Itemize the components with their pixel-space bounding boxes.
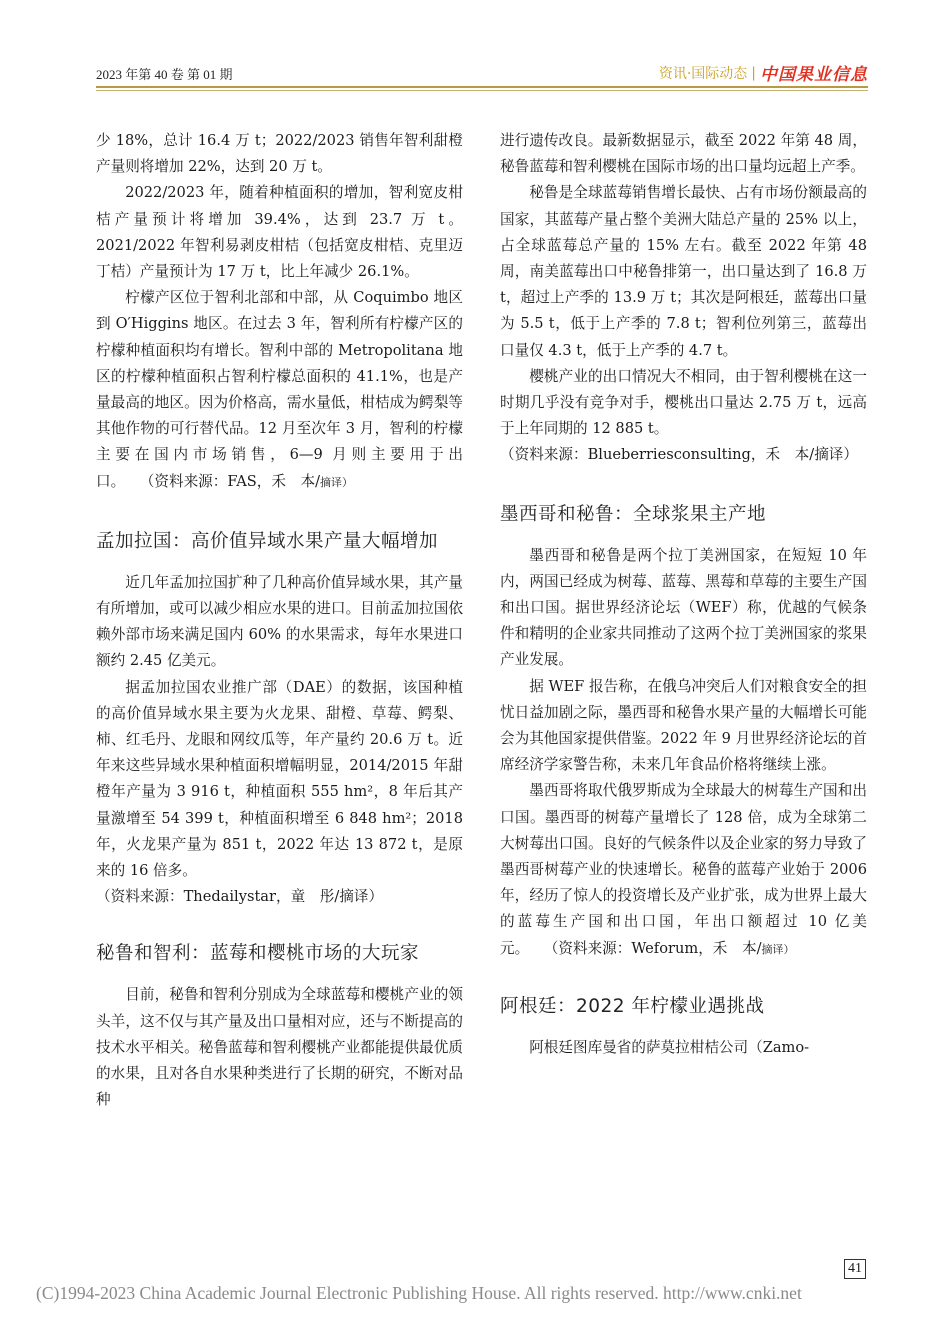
header-right — [659, 60, 868, 85]
header-rule-thin — [96, 90, 868, 91]
page-number: 41 — [844, 1259, 866, 1279]
paragraph: 樱桃产业的出口情况大不相同，由于智利樱桃在这一时期几乎没有竞争对手，樱桃出口量达 2.75 万 t，远高于上年同期的 12 885 t。 — [500, 367, 867, 438]
journal-issue: 2023 年第 40 卷 第 01 期 — [96, 67, 233, 82]
paragraph: 目前，秘鲁和智利分别成为全球蓝莓和樱桃产业的领头羊，这不仅与其产量及出口量相对应，还与不断提高的技术水平相关。秘鲁蓝莓和智利樱桃产业都能提供最优质的水果，且对各自水果种类进行了长期的研究，不断对品种 — [96, 986, 463, 1109]
translator-note: 摘译） — [339, 888, 384, 906]
copyright-watermark: (C)1994-2023 China Academic Journal Electronic Publishing House. All rights reserved. http://www.cnki.net — [36, 1283, 802, 1303]
header-separator: | — [751, 64, 756, 81]
source-note — [522, 940, 795, 957]
paragraph: 秘鲁是全球蓝莓销售增长最快、占有市场份额最高的国家，其蓝莓产量占整个美洲大陆总产量的 25% 以上，占全球蓝莓总产量的 15% 左右。截至 2022 年第 48 周，南美蓝莓出口中秘鲁排第一，出口量达到了 16.8 万 t，超过上产季的 13.9 万 t；其次是阿根廷，蓝莓出口量为 5.5 t，低于上产季的 7.8 t；智利位列第三，蓝莓出口量仅 4.3 t，低于上产季的 4.7 t。 — [500, 184, 867, 359]
source-text: （资料来源：Weforum，禾 本/ — [551, 939, 762, 957]
paragraph: 阿根廷图库曼省的萨莫拉柑桔公司（Zamo- — [529, 1038, 810, 1056]
source-text: （资料来源：Blueberriesconsulting，禾 本/ — [500, 446, 815, 464]
section-title-bangladesh: 孟加拉国：高价值异域水果产量大幅增加 — [96, 530, 439, 552]
left-column — [96, 128, 463, 1114]
section-title-argentina: 阿根廷：2022 年柠檬业遇挑战 — [500, 995, 765, 1017]
section-title-peru-chile: 秘鲁和智利：蓝莓和樱桃市场的大玩家 — [96, 943, 420, 965]
paragraph-text: 柠檬产区位于智利北部和中部，从 Coquimbo 地区到 O′Higgins 地区。在过去 3 年，智利所有柠檬产区的柠檬种植面积均有增长。智利中部的 Metropolitana 地区的柠檬种植面积占智利柠檬总面积的 41.1%，也是产量最高的地区。因为价格高，需水量低，柑桔成为鳄梨等其他作物的可行替代品。12 月至次年 3 月，智利的柠檬主要在国内市场销售，6—9 月则主要用于出口。 — [96, 289, 463, 490]
paragraph: 据 WEF 报告称，在俄乌冲突后人们对粮食安全的担忧日益加剧之际，墨西哥和秘鲁水果产量的大幅增长可能会为其他国家提供借鉴。2022 年 9 月世界经济论坛的首席经济学家警告称，未来几年食品价格将继续上涨。 — [500, 677, 867, 774]
section-title-mexico-peru: 墨西哥和秘鲁：全球浆果主产地 — [500, 503, 767, 525]
paragraph: 墨西哥和秘鲁是两个拉丁美洲国家，在短短 10 年内，两国已经成为树莓、蓝莓、黑莓和草莓的主要生产国和出口国。据世界经济论坛（WEF）称，优越的气候条件和精明的企业家共同推动了这两个拉丁美洲国家的浆果产业发展。 — [500, 546, 867, 669]
source-text: （资料来源：Thedailystar，童 彤/ — [96, 888, 340, 906]
source-note — [96, 884, 463, 910]
paragraph — [500, 778, 867, 962]
right-column — [500, 128, 867, 1061]
paragraph: 进行遗传改良。最新数据显示，截至 2022 年第 48 周，秘鲁蓝莓和智利樱桃在国际市场的出口量均远超上产季。 — [500, 132, 867, 176]
source-note — [500, 442, 867, 468]
source-text: （资料来源：FAS，禾 本/ — [147, 472, 321, 490]
translator-note: 摘译） — [761, 942, 795, 956]
translator-note: 摘译） — [320, 475, 354, 489]
section-label: 资讯·国际动态 — [658, 65, 748, 82]
paragraph: 少 18%，总计 16.4 万 t；2022/2023 销售年智利甜橙产量则将增加 22%，达到 20 万 t。 — [96, 132, 463, 176]
paragraph: 2022/2023 年，随着种植面积的增加，智利宽皮柑桔产量预计将增加 39.4%，达到 23.7 万 t。2021/2022 年智利易剥皮柑桔（包括宽皮柑桔、克里迈丁桔）产量预计为 17 万 t，比上年减少 26.1%。 — [96, 184, 463, 281]
source-note — [118, 473, 353, 490]
paragraph — [96, 285, 463, 496]
paragraph: 据孟加拉国农业推广部（DAE）的数据，该国种植的高价值异域水果主要为火龙果、甜橙、草莓、鳄梨、柿、红毛丹、龙眼和网纹瓜等，年产量约 20.6 万 t。近年来这些异域水果种植面积增幅明显，2014/2015 年甜橙年产量为 3 916 t，种植面积 555 hm²，8 年后其产量激增至 54 399 t，种植面积增至 6 848 hm²；2018 年，火龙果产量为 851 t，2022 年达 13 872 t，是原来的 16 倍多。 — [96, 678, 463, 880]
paragraph: 近几年孟加拉国扩种了几种高价值异域水果，其产量有所增加，或可以减少相应水果的进口。目前孟加拉国依赖外部市场来满足国内 60% 的水果需求，每年水果进口额约 2.45 亿美元。 — [96, 573, 463, 670]
header-rule-thick — [96, 86, 868, 88]
running-header — [96, 58, 868, 88]
paragraph-text: 墨西哥将取代俄罗斯成为全球最大的树莓生产国和出口国。墨西哥的树莓产量增长了 128 倍，成为全球第二大树莓出口国。良好的气候条件以及企业家的努力导致了墨西哥树莓产业的快速增长。秘鲁的蓝莓产业始于 2006 年，经历了惊人的投资增长及产业扩张，成为世界上最大的蓝莓生产国和出口国，年出口额超过 10 亿美元。 — [500, 782, 867, 957]
journal-brand-logo: 中国果业信息 — [760, 65, 868, 85]
translator-note: 摘译） — [814, 446, 858, 464]
